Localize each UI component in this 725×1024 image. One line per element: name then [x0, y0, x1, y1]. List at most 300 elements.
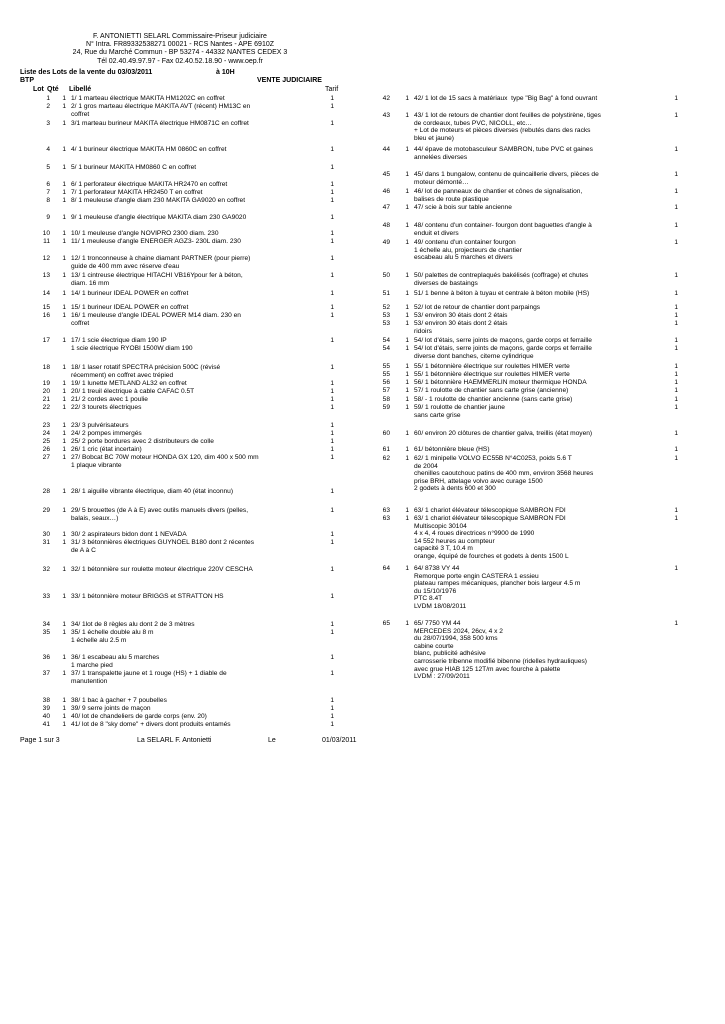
lot-number: 52	[382, 304, 390, 311]
lot-description-line: 54/ lot d'étais, serre joints de maçons, garde corps et ferraille	[414, 345, 592, 352]
lot-tarif: 1	[330, 380, 334, 387]
lot-description-line: 1 plaque vibrante	[71, 461, 122, 469]
page-number: Page 1 sur 3	[20, 737, 60, 744]
lot-number: 10	[42, 230, 50, 237]
lot-number: 11	[43, 238, 50, 245]
lot-tarif: 1	[674, 430, 678, 437]
lot-quantity: 1	[62, 146, 66, 153]
lot-description-line: 48/ contenu d'un container- fourgon dont baguettes d'angle à	[414, 222, 592, 229]
lot-quantity: 1	[405, 455, 409, 462]
lot-description-line: balais, seaux…)	[71, 514, 119, 522]
lot-number: 36	[42, 654, 50, 661]
lot-description-line: 59/ 1 roulotte de chantier jaune	[414, 404, 505, 411]
lot-tarif: 1	[330, 566, 334, 573]
lot-number: 13	[42, 272, 50, 279]
lot-description	[414, 112, 601, 142]
lot-quantity: 1	[405, 171, 409, 178]
lot-quantity: 1	[62, 446, 66, 453]
lot-number: 23	[42, 422, 50, 429]
lot-quantity: 1	[405, 345, 409, 352]
lot-description-line: plateau rampes mécaniques, plancher bois largeur 4.5 m	[414, 580, 581, 588]
lot-description	[71, 438, 214, 446]
lot-quantity: 1	[62, 488, 66, 495]
lot-description-line: 62/ 1 minipelle VOLVO EC55B N°4C0253, poids 5.6 T	[414, 455, 572, 462]
lot-description	[414, 455, 593, 493]
lot-description-line: orange, équipé de fourches et godets à dents 1500 L	[414, 552, 569, 560]
lot-description	[71, 388, 194, 396]
lot-quantity: 1	[405, 272, 409, 279]
lot-description-line: 38/ 1 bac à gacher + 7 poubelles	[71, 697, 167, 704]
lot-quantity: 1	[62, 697, 66, 704]
lot-tarif: 1	[330, 95, 334, 102]
lot-number: 17	[42, 337, 50, 344]
footer-firm: La SELARL F. Antonietti	[137, 737, 212, 744]
lot-tarif: 1	[674, 95, 678, 102]
lot-description-line: 7/ 1 perforateur MAKITA HR2450 T en coffret	[71, 189, 203, 196]
lot-number: 56	[382, 379, 390, 386]
lot-description	[414, 204, 512, 212]
lot-description-line: 64/ 8738 VY 44	[414, 565, 460, 572]
header-line: F. ANTONIETTI SELARL Commissaire-Priseur judiciaire	[93, 33, 267, 40]
lot-quantity: 1	[405, 112, 409, 119]
lot-description-line: carrosserie tribenne modifié bibenne (ridelles hydrauliques)	[414, 657, 587, 665]
lot-quantity: 1	[62, 272, 66, 279]
lot-number: 53	[382, 320, 390, 327]
lot-quantity: 1	[405, 312, 409, 319]
lot-description	[71, 654, 159, 669]
lot-description-line: moteur démonté…	[414, 178, 469, 186]
lot-description-line: 50/ palettes de contreplaqués bakélisés (coffrage) et chutes	[414, 272, 589, 279]
lot-number: 20	[42, 388, 50, 395]
lot-number: 55	[382, 363, 390, 370]
lot-description-line: MERCEDES 2024, 26cv, 4 x 2	[414, 627, 503, 635]
lot-description-line: escabeau alu 5 marches et divers	[414, 254, 513, 262]
lot-quantity: 1	[405, 337, 409, 344]
lot-description	[71, 95, 225, 103]
lot-description-line: 61/ bétonnière bleue (HS)	[414, 446, 490, 453]
lot-description-line: 25/ 2 porte bordures avec 2 distributeurs de colle	[71, 438, 214, 445]
lot-description-line: 35/ 1 échelle double alu 8 m	[71, 629, 154, 636]
lot-description-line: 16/ 1 meuleuse d'angle IDEAL POWER M14 diam. 230 en	[71, 312, 241, 319]
lot-quantity: 1	[405, 290, 409, 297]
lot-description-line: 28/ 1 aiguille vibrante électrique, diam 40 (état inconnu)	[71, 488, 234, 495]
lot-description-line: 55/ 1 bétonnière électrique sur roulettes HIMER verte	[414, 371, 570, 378]
lot-quantity: 1	[62, 181, 66, 188]
lot-description	[71, 697, 167, 705]
lot-quantity: 1	[62, 422, 66, 429]
lot-description-line: 23/ 3 pulvérisateurs	[71, 422, 129, 429]
lot-description	[71, 272, 243, 287]
lot-description	[414, 387, 568, 395]
lot-description	[414, 345, 592, 360]
lot-quantity: 1	[405, 515, 409, 522]
header-line: Tél 02.40.49.97.97 - Fax 02.40.52.18.90 - www.oep.fr	[97, 57, 263, 65]
lot-quantity: 1	[405, 204, 409, 211]
lot-description	[414, 379, 587, 387]
lot-description-line: 63/ 1 chariot élévateur télescopique SAMBRON FDI	[414, 507, 566, 514]
lot-description-line: 47/ scie à bois sur table ancienne	[414, 204, 512, 211]
header-line: 24, Rue du Marché Commun - BP 53274 - 44332 NANTES CEDEX 3	[72, 49, 288, 57]
lot-description	[71, 103, 250, 118]
lot-tarif: 1	[330, 621, 334, 628]
lot-description	[71, 214, 246, 222]
lot-description-line: 56/ 1 bétonnière HAEMMERLIN moteur thermique HONDA	[414, 379, 587, 386]
lot-tarif: 1	[674, 515, 678, 522]
lot-description-line: 63/ 1 chariot élévateur télescopique SAMBRON FDI	[414, 515, 566, 522]
lot-description	[71, 364, 220, 379]
lot-description	[71, 181, 227, 189]
lot-number: 50	[382, 272, 390, 279]
lot-description-line: 9/ 1 meuleuse d'angle électrique MAKITA diam 230 GA9020	[71, 214, 247, 221]
lot-description-line: ridoirs	[414, 327, 432, 335]
lot-description-line: diverse dont banches, citerne cylindrique	[414, 352, 534, 360]
lot-description	[71, 312, 241, 327]
lot-description	[71, 531, 187, 539]
lot-tarif: 1	[674, 371, 678, 378]
lot-description	[414, 272, 588, 287]
lot-description-line: 30/ 2 aspirateurs bidon dont 1 NEVADA	[71, 531, 187, 538]
lot-tarif: 1	[330, 364, 334, 371]
lot-description-line: 36/ 1 escabeau alu 5 marches	[71, 654, 160, 661]
lot-description	[71, 290, 188, 298]
lot-quantity: 1	[405, 396, 409, 403]
lot-quantity: 1	[62, 507, 66, 514]
lot-description	[71, 454, 259, 469]
lot-quantity: 1	[62, 705, 66, 712]
lot-description-line: 33/ 1 bétonnière moteur BRIGGS et STRATTON HS	[71, 593, 224, 600]
lot-description	[71, 396, 148, 404]
lot-quantity: 1	[62, 290, 66, 297]
lot-description-line: 60/ environ 20 clôtures de chantier galva, treillis (état moyen)	[414, 430, 593, 437]
lot-quantity: 1	[62, 566, 66, 573]
lot-description-line: blanc, publicité adhésive	[414, 650, 486, 658]
lot-description-line: récemment) en coffret avec trépied	[71, 371, 174, 379]
sale-type: VENTE JUDICIAIRE	[257, 77, 322, 84]
lot-quantity: 1	[405, 371, 409, 378]
lot-number: 32	[42, 566, 50, 573]
lot-description-line: manutention	[71, 677, 108, 685]
lot-description-line: 1 scie électrique RYOBI 1500W diam 190	[71, 344, 193, 352]
lot-number: 55	[382, 371, 390, 378]
lot-description-line: 4/ 1 burineur électrique MAKITA HM 0860C en coffret	[71, 146, 227, 153]
lot-number: 22	[42, 404, 50, 411]
lot-tarif: 1	[330, 230, 334, 237]
lot-description-line: 17/ 1 scie électrique diam 190 IP	[71, 337, 167, 344]
lot-description	[71, 566, 253, 574]
lot-description-line: 1/ 1 marteau électrique MAKITA HM1202C en coffret	[71, 95, 225, 102]
lot-description-line: 55/ 1 bétonnière électrique sur roulettes HIMER verte	[414, 363, 570, 370]
lot-description	[71, 197, 245, 205]
lot-description	[414, 620, 587, 681]
lot-number: 30	[42, 531, 50, 538]
lot-tarif: 1	[674, 222, 678, 229]
lot-description-line: coffret	[71, 110, 90, 118]
lot-description-line: 2 godets à dents 600 et 300	[414, 485, 496, 493]
lot-number: 62	[382, 455, 390, 462]
lot-description	[71, 539, 254, 554]
lot-quantity: 1	[62, 238, 66, 245]
lot-tarif: 1	[330, 670, 334, 677]
lot-description	[414, 446, 490, 454]
lot-tarif: 1	[330, 507, 334, 514]
lot-tarif: 1	[330, 446, 334, 453]
lot-tarif: 1	[330, 488, 334, 495]
lot-number: 41	[42, 721, 50, 728]
lot-number: 61	[382, 446, 390, 453]
lot-tarif: 1	[674, 507, 678, 514]
lot-quantity: 1	[62, 230, 66, 237]
lot-tarif: 1	[330, 197, 334, 204]
lot-description-line: enduit et divers	[414, 229, 459, 237]
lot-number: 33	[42, 593, 50, 600]
lot-quantity: 1	[405, 146, 409, 153]
lot-description-line: 22/ 3 tourets électriques	[71, 404, 142, 411]
lot-description-line: du 28/07/1994, 358 500 kms	[414, 635, 498, 643]
lot-quantity: 1	[405, 379, 409, 386]
lot-quantity: 1	[62, 454, 66, 461]
lot-description-line: 6/ 1 perforateur électrique MAKITA HR2470 en coffret	[71, 181, 228, 188]
footer-le: Le	[268, 737, 276, 744]
category-label: BTP	[20, 77, 34, 84]
lot-description-line: 15/ 1 burineur IDEAL POWER en coffret	[71, 304, 189, 311]
lot-description-line: 12/ 1 tronconneuse à chaine diamant PARTNER (pour pierre)	[71, 255, 251, 262]
lot-number: 45	[382, 171, 390, 178]
lot-quantity: 1	[62, 621, 66, 628]
lot-description	[414, 239, 522, 262]
lot-description-line: 58/ - 1 roulotte de chantier ancienne (sans carte grise)	[414, 396, 573, 403]
lot-tarif: 1	[674, 363, 678, 370]
sale-time: à 10H	[216, 69, 235, 76]
lot-number: 24	[42, 430, 50, 437]
lot-tarif: 1	[674, 565, 678, 572]
lot-tarif: 1	[330, 238, 334, 245]
lot-description-line: 31/ 3 bétonnières électriques GUYNOEL B180 dont 2 récentes	[71, 539, 255, 546]
lot-number: 54	[382, 345, 390, 352]
lot-description-line: 11/ 1 meuleuse d'angle ENERGER AGZ3- 230L diam. 230	[71, 238, 241, 245]
lot-description	[414, 312, 507, 320]
lot-number: 34	[42, 621, 50, 628]
lot-tarif: 1	[330, 721, 334, 728]
lot-quantity: 1	[62, 670, 66, 677]
lot-description-line: balises de route plastique	[414, 195, 489, 203]
lot-number: 53	[382, 312, 390, 319]
lot-description	[71, 705, 151, 713]
lot-description-line: Multiscopic 30104	[414, 522, 467, 530]
lot-description-line: 52/ lot de retour de chantier dont parpaings	[414, 304, 541, 311]
lot-quantity: 1	[62, 629, 66, 636]
lot-tarif: 1	[330, 120, 334, 127]
lot-tarif: 1	[674, 171, 678, 178]
lot-number: 9	[46, 214, 50, 221]
lot-number: 3	[46, 120, 50, 127]
lot-description-line: 65/ 7750 YM 44	[414, 620, 461, 627]
lot-tarif: 1	[330, 713, 334, 720]
lot-description-line: 42/ 1 lot de 15 sacs à matériaux type "Big Bag" à fond ouvrant	[414, 95, 598, 102]
lot-description	[414, 95, 597, 103]
lot-description-line: bleu et jaune)	[414, 134, 454, 142]
lot-tarif: 1	[330, 214, 334, 221]
lot-quantity: 1	[405, 95, 409, 102]
lot-tarif: 1	[330, 593, 334, 600]
lot-quantity: 1	[62, 337, 66, 344]
footer-date: 01/03/2011	[322, 737, 357, 744]
lot-number: 2	[46, 103, 50, 110]
lot-tarif: 1	[674, 455, 678, 462]
lot-description	[414, 396, 572, 404]
header-line: N° Intra. FR89332538271 00021 - RCS Nantes - APE 6910Z	[85, 41, 275, 49]
lot-number: 8	[46, 197, 50, 204]
lot-quantity: 1	[62, 364, 66, 371]
lot-quantity: 1	[62, 539, 66, 546]
lot-quantity: 1	[405, 404, 409, 411]
lot-number: 57	[382, 387, 390, 394]
lot-tarif: 1	[674, 379, 678, 386]
lot-tarif: 1	[674, 620, 678, 627]
lot-number: 18	[42, 364, 50, 371]
lot-description	[414, 363, 570, 371]
lot-quantity: 1	[62, 388, 66, 395]
lot-description-line: annelées diverses	[414, 153, 468, 161]
lot-description-line: 53/ environ 30 étais dont 2 étais	[414, 312, 508, 319]
lot-quantity: 1	[62, 654, 66, 661]
lot-number: 4	[46, 146, 50, 153]
lot-description-line: 34/ 1lot de 8 règles alu dont 2 de 3 mètres	[71, 621, 195, 628]
lot-tarif: 1	[330, 531, 334, 538]
lot-tarif: 1	[330, 181, 334, 188]
lot-number: 26	[42, 446, 50, 453]
lot-tarif: 1	[674, 446, 678, 453]
lot-description-line: diam. 16 mm	[71, 279, 110, 287]
lot-number: 5	[46, 164, 50, 171]
lot-quantity: 1	[62, 304, 66, 311]
lot-quantity: 1	[405, 239, 409, 246]
lot-description-line: de cordeaux, tubes PVC, NICOLL, etc…	[414, 119, 533, 127]
lot-tarif: 1	[330, 189, 334, 196]
lot-description-line: 53/ environ 30 étais dont 2 étais	[414, 320, 508, 327]
lot-description	[414, 515, 569, 561]
lot-number: 14	[42, 290, 50, 297]
lot-quantity: 1	[62, 438, 66, 445]
lot-number: 51	[382, 290, 390, 297]
lot-description-line: 8/ 1 meuleuse d'angle diam 230 MAKITA GA9020 en coffret	[71, 197, 246, 204]
lot-description-line: 20/ 1 treuil électrique à cable CAFAC 0.5T	[71, 388, 195, 395]
lot-quantity: 1	[62, 531, 66, 538]
lot-number: 47	[382, 204, 390, 211]
lot-description-line: 54/ lot d'étais, serre joints de maçons, garde corps et ferraille	[414, 337, 592, 344]
lot-description	[414, 188, 582, 203]
lot-description-line: 13/ 1 cintreuse électrique HITACHI VB16Ypour fer à béton,	[71, 272, 243, 279]
lot-quantity: 1	[62, 197, 66, 204]
lot-number: 7	[46, 189, 50, 196]
lot-description-line: 1 marche pied	[71, 661, 113, 669]
lot-description-line: 27/ Bobcat BC 70W moteur HONDA GX 120, dim 400 x 500 mm	[71, 454, 259, 461]
lot-quantity: 1	[62, 189, 66, 196]
lot-quantity: 1	[62, 721, 66, 728]
lot-tarif: 1	[330, 337, 334, 344]
lot-quantity: 1	[62, 396, 66, 403]
lot-description	[71, 255, 250, 270]
lot-tarif: 1	[674, 304, 678, 311]
column-tarif: Tarif	[325, 86, 339, 93]
lot-number: 19	[42, 380, 50, 387]
lot-tarif: 1	[330, 697, 334, 704]
lot-tarif: 1	[330, 388, 334, 395]
lot-description-line: chenilles caoutchouc patins de 400 mm, environ 3568 heures	[414, 470, 594, 478]
lot-description	[71, 422, 129, 430]
lot-description	[414, 507, 566, 515]
column-lot: Lot	[33, 86, 44, 93]
lot-quantity: 1	[62, 312, 66, 319]
lot-quantity: 1	[405, 188, 409, 195]
lot-description	[71, 621, 195, 629]
lot-description-line: 57/ 1 roulotte de chantier sans carte grise (ancienne)	[414, 387, 569, 394]
lot-number: 43	[382, 112, 390, 119]
lot-description	[71, 629, 153, 644]
lot-quantity: 1	[62, 164, 66, 171]
lot-number: 31	[42, 539, 50, 546]
lot-tarif: 1	[330, 422, 334, 429]
lot-description-line: 14 552 heures au compteur	[414, 537, 495, 545]
lot-description	[414, 430, 592, 438]
lot-description-line: 1 échelle alu, projecteurs de chantier	[414, 246, 522, 254]
lot-description-line: 19/ 1 lunette METLAND AL32 en coffret	[71, 380, 187, 387]
lot-description-line: 43/ 1 lot de retours de chantier dont feuilles de polystirène, tiges	[414, 112, 601, 119]
lot-number: 29	[42, 507, 50, 514]
lot-description-line: 32/ 1 bétonnière sur roulette moteur électrique 220V CESCHA	[71, 566, 253, 573]
column-libelle: Libellé	[69, 86, 92, 93]
lot-description	[414, 290, 589, 298]
lot-description-line: 26/ 1 cric (état incertain)	[71, 446, 142, 453]
lot-description-line: cabine courte	[414, 642, 454, 650]
lot-tarif: 1	[330, 430, 334, 437]
lot-description	[414, 146, 593, 161]
lot-number: 37	[42, 670, 50, 677]
lot-description	[414, 171, 599, 186]
lot-quantity: 1	[62, 120, 66, 127]
lot-description	[71, 230, 219, 238]
lot-description	[71, 713, 207, 721]
lot-quantity: 1	[62, 380, 66, 387]
lot-number: 6	[46, 181, 50, 188]
lot-description-line: + Lot de moteurs et pièces diverses (rebutés dans des racks	[414, 127, 591, 135]
lot-description-line: 41/ lot de 8 "sky dome" + divers dont produits entamés	[71, 721, 231, 728]
lot-tarif: 1	[674, 320, 678, 327]
lot-tarif: 1	[674, 204, 678, 211]
lot-description	[414, 404, 505, 419]
lot-tarif: 1	[330, 164, 334, 171]
lot-description	[71, 446, 142, 454]
lot-tarif: 1	[674, 112, 678, 119]
lot-tarif: 1	[330, 255, 334, 262]
lot-number: 40	[42, 713, 50, 720]
lot-number: 16	[42, 312, 50, 319]
lot-description-line: 2/ 1 gros marteau électrique MAKITA AVT (récent) HM13C en	[71, 103, 251, 110]
lot-number: 63	[382, 515, 390, 522]
lot-description-line: prise BRH, attelage volvo avec curage 1500	[414, 477, 543, 485]
lot-tarif: 1	[330, 272, 334, 279]
lot-number: 21	[42, 396, 50, 403]
lot-description-line: 21/ 2 cordes avec 1 poulie	[71, 396, 148, 403]
lot-description	[414, 304, 540, 312]
lot-description	[71, 337, 193, 352]
lot-quantity: 1	[405, 430, 409, 437]
list-title: Liste des Lots de la vente du 03/03/2011	[20, 69, 153, 76]
lot-number: 44	[382, 146, 390, 153]
lot-description	[71, 721, 231, 729]
lot-tarif: 1	[330, 304, 334, 311]
lot-description	[71, 120, 249, 128]
lot-description-line: 18/ 1 laser rotatif SPECTRA précision 500C (révisé	[71, 364, 221, 371]
